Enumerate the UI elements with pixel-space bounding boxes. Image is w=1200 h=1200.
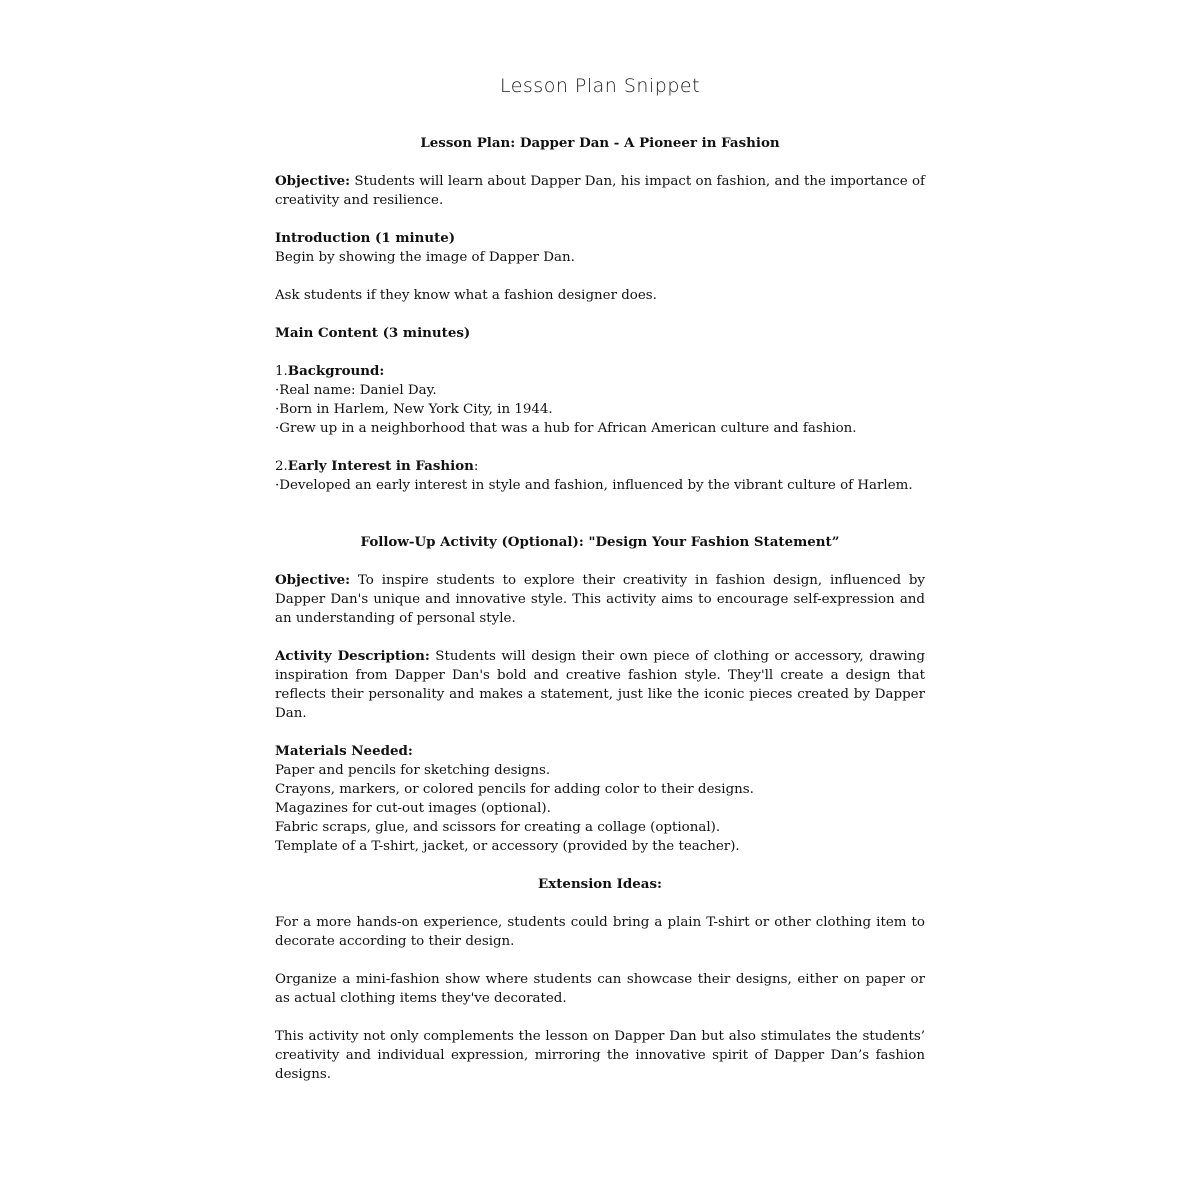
background-heading <box>275 362 925 381</box>
list-number: 1. <box>275 364 288 379</box>
extension-paragraph: Organize a mini-fashion show where students can showcase their designs, either on paper or as actual clothing items they've decorated. <box>275 972 925 1006</box>
follow-up-objective <box>275 571 925 628</box>
objective-label: Objective: <box>275 173 351 189</box>
background-label: Background: <box>287 363 385 379</box>
list-number: 2. <box>275 459 288 474</box>
materials-item: Paper and pencils for sketching designs. <box>275 763 551 778</box>
main-content-heading: Main Content (3 minutes) <box>275 325 471 341</box>
materials-heading: Materials Needed: <box>275 743 413 759</box>
bullet-item: ·Grew up in a neighborhood that was a hub for African American culture and fashion. <box>275 421 857 436</box>
early-interest-heading <box>275 457 925 476</box>
materials-item: Magazines for cut-out images (optional). <box>275 801 551 816</box>
activity-description-text: Students will design their own piece of clothing or accessory, drawing inspiration from Dapper Dan's bold and creative fashion style. They'll create a design that reflects their personality and makes a statement, just like the iconic pieces created by Dapper Dan. <box>275 649 925 721</box>
follow-up-heading: Follow-Up Activity (Optional): "Design Your Fashion Statement” <box>360 534 840 550</box>
early-interest-label: Early Interest in Fashion <box>287 458 474 474</box>
page-title: Lesson Plan Snippet <box>499 75 701 97</box>
lesson-document <box>275 134 925 1084</box>
bullet-item: ·Developed an early interest in style and fashion, influenced by the vibrant culture of Harlem. <box>275 478 913 493</box>
introduction-line: Begin by showing the image of Dapper Dan. <box>275 250 575 265</box>
activity-description-label: Activity Description: <box>275 648 430 664</box>
bullet-item: ·Born in Harlem, New York City, in 1944. <box>275 402 553 417</box>
introduction-line: Ask students if they know what a fashion designer does. <box>275 288 657 303</box>
lesson-heading: Lesson Plan: Dapper Dan - A Pioneer in Fashion <box>420 135 780 151</box>
follow-up-objective-label: Objective: <box>275 572 351 588</box>
introduction-heading: Introduction (1 minute) <box>275 230 456 246</box>
early-interest-suffix: : <box>473 459 479 474</box>
objective-paragraph <box>275 172 925 210</box>
follow-up-objective-text: To inspire students to explore their creativity in fashion design, influenced by Dapper Dan's unique and innovative style. This activity aims to encourage self-expression and an understanding of personal style. <box>275 573 925 626</box>
extension-heading: Extension Ideas: <box>538 876 662 892</box>
materials-item: Crayons, markers, or colored pencils for adding color to their designs. <box>275 782 754 797</box>
extension-paragraph: For a more hands-on experience, students could bring a plain T-shirt or other clothing item to decorate according to their design. <box>275 915 925 949</box>
materials-item: Fabric scraps, glue, and scissors for creating a collage (optional). <box>275 820 721 835</box>
extension-paragraph: This activity not only complements the lesson on Dapper Dan but also stimulates the students’ creativity and individual expression, mirroring the innovative spirit of Dapper Dan’s fashion designs. <box>275 1029 925 1082</box>
materials-item: Template of a T-shirt, jacket, or accessory (provided by the teacher). <box>275 839 740 854</box>
objective-text: Students will learn about Dapper Dan, his impact on fashion, and the importance of creativity and resilience. <box>275 174 925 208</box>
bullet-item: ·Real name: Daniel Day. <box>275 383 437 398</box>
activity-description <box>275 647 925 723</box>
